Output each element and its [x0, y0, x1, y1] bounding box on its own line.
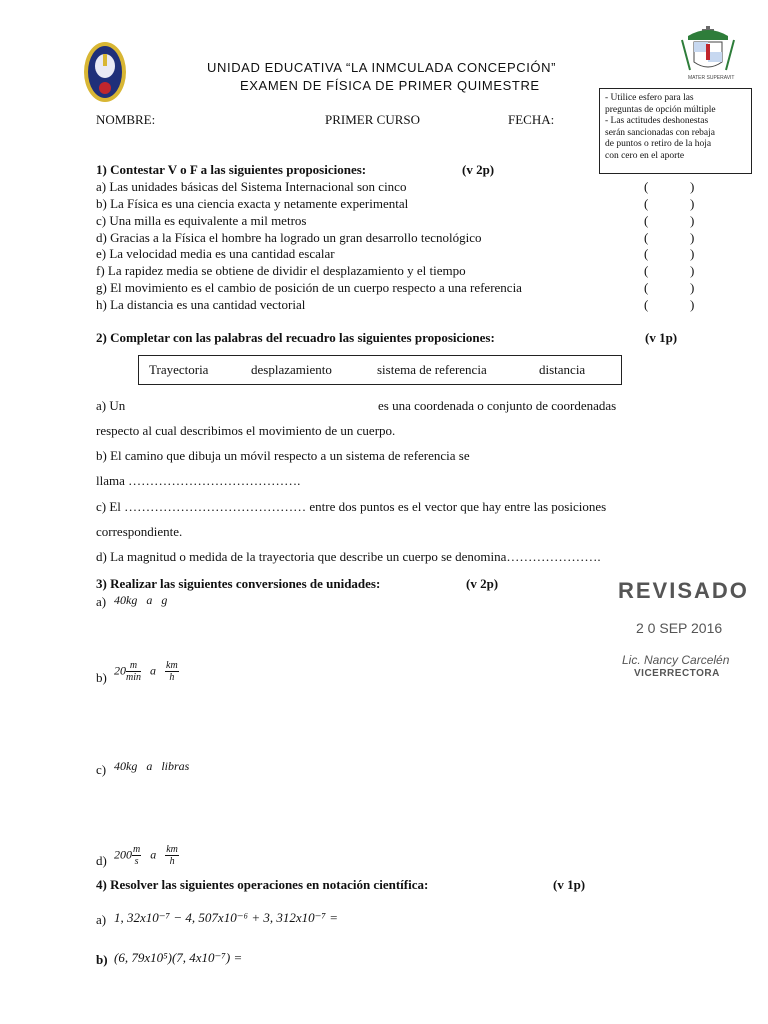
- q2-c: c) El …………………………………… entre dos puntos es el vector que hay entre las posiciones: [96, 499, 607, 514]
- q3-d-a: a: [150, 847, 157, 862]
- q1-item: h) La distancia es una cantidad vectorial: [96, 297, 306, 312]
- answer-close[interactable]: ): [690, 246, 695, 261]
- q1-item: g) El movimiento es el cambio de posición de un cuerpo respecto a una referencia: [96, 280, 522, 295]
- q3-b-number: 20: [114, 663, 126, 678]
- q3-d-expr: [114, 844, 179, 867]
- q1-item: c) Una milla es equivalente a mil metros: [96, 213, 307, 228]
- q4-b-label: b): [96, 952, 108, 967]
- stamp-role: VICERRECTORA: [634, 668, 720, 679]
- instruction-line: - Utilice esfero para las: [605, 93, 694, 103]
- instruction-line: con cero en el aporte: [605, 150, 685, 161]
- q3-b-expr: [114, 660, 179, 683]
- q2-b: b) El camino que dibuja un móvil respecto a un sistema de referencia se: [96, 448, 470, 463]
- course-label: PRIMER CURSO: [325, 112, 420, 127]
- answer-close[interactable]: ): [690, 213, 695, 228]
- answer-open[interactable]: (: [644, 196, 649, 211]
- q2-a-cont: respecto al cual describimos el movimiento de un cuerpo.: [96, 423, 396, 438]
- name-label: NOMBRE:: [96, 112, 156, 127]
- answer-close[interactable]: ): [690, 196, 695, 211]
- answer-close[interactable]: ): [690, 263, 695, 278]
- q1-item: e) La velocidad media es una cantidad escalar: [96, 246, 335, 261]
- q1-title: 1) Contestar V o F a las siguientes proposiciones:: [96, 162, 367, 177]
- word-bank-item: distancia: [539, 362, 586, 377]
- q3-c-expr: 40kg a libras: [114, 759, 190, 773]
- q3-d-label: d): [96, 853, 107, 868]
- answer-open[interactable]: (: [644, 280, 649, 295]
- q2-a-start: a) Un: [96, 398, 126, 413]
- fraction: [126, 660, 141, 683]
- q3-b-a: a: [150, 663, 156, 678]
- word-bank-item: desplazamiento: [251, 362, 332, 377]
- answer-open[interactable]: (: [644, 230, 649, 245]
- stamp-signer: Lic. Nancy Carcelén: [622, 653, 730, 667]
- q4-title: 4) Resolver las siguientes operaciones en notación científica:: [96, 877, 429, 892]
- stamp-date: 2 0 SEP 2016: [636, 620, 723, 636]
- q2-b-cont: llama ………………………………….: [96, 473, 301, 488]
- school-logo: [82, 40, 128, 104]
- q4-b-expr: (6, 79x10⁵)(7, 4x10⁻⁷) =: [114, 950, 243, 965]
- q3-title: 3) Realizar las siguientes conversiones de unidades:: [96, 576, 381, 591]
- date-label: FECHA:: [508, 112, 555, 127]
- q4-a-expr: 1, 32x10⁻⁷ − 4, 507x10⁻⁶ + 3, 312x10⁻⁷ =: [114, 910, 339, 925]
- q2-c-cont: correspondiente.: [96, 524, 183, 539]
- school-name: UNIDAD EDUCATIVA “LA INMCULADA CONCEPCIÓN”: [207, 60, 557, 75]
- q2-a-end: es una coordenada o conjunto de coordenadas: [378, 398, 617, 413]
- q1-item: f) La rapidez media se obtiene de dividir el desplazamiento y el tiempo: [96, 263, 466, 278]
- word-bank-item: sistema de referencia: [377, 362, 487, 377]
- answer-open[interactable]: (: [644, 297, 649, 312]
- fraction-num: km: [166, 660, 178, 671]
- q3-c-label: c): [96, 762, 107, 777]
- fraction-den: h: [169, 856, 175, 867]
- q2-title: 2) Completar con las palabras del recuadro las siguientes proposiciones:: [96, 330, 495, 345]
- q3-a-label: a): [96, 594, 107, 609]
- answer-close[interactable]: ): [690, 280, 695, 295]
- answer-close[interactable]: ): [690, 230, 695, 245]
- q2-value: (v 1p): [645, 330, 678, 345]
- answer-open[interactable]: (: [644, 246, 649, 261]
- q3-d-number: 200: [114, 847, 132, 862]
- answer-close[interactable]: ): [690, 297, 695, 312]
- answer-open[interactable]: (: [644, 263, 649, 278]
- answer-open[interactable]: (: [644, 213, 649, 228]
- q1-value: (v 2p): [462, 162, 495, 177]
- exam-title: EXAMEN DE FÍSICA DE PRIMER QUIMESTRE: [240, 78, 540, 93]
- fraction-num: m: [126, 660, 141, 672]
- fraction: [165, 844, 179, 867]
- answer-close[interactable]: ): [690, 179, 695, 194]
- q1-item: b) La Física es una ciencia exacta y netamente experimental: [96, 196, 409, 211]
- instructions-box: [599, 88, 752, 174]
- q1-item: a) Las unidades básicas del Sistema Internacional son cinco: [96, 179, 407, 194]
- fraction: [165, 660, 179, 683]
- fraction-num: m: [133, 844, 141, 855]
- q3-value: (v 2p): [466, 576, 499, 591]
- q2-d: d) La magnitud o medida de la trayectoria que describe un cuerpo se denomina………………….: [96, 549, 601, 564]
- answer-open[interactable]: (: [644, 179, 649, 194]
- q3-a-expr: 40kg a g: [114, 593, 168, 607]
- crest-caption: MATER SUPERAVIT: [688, 75, 735, 81]
- fraction-den: min: [126, 672, 141, 683]
- instruction-line: de puntos o retiro de la hoja: [605, 139, 712, 149]
- fraction-den: h: [169, 672, 175, 683]
- instruction-line: serán sancionadas con rebaja: [605, 127, 715, 138]
- q4-value: (v 1p): [553, 877, 586, 892]
- q3-b-label: b): [96, 670, 107, 685]
- q4-a-label: a): [96, 912, 107, 927]
- instruction-line: - Las actitudes deshonestas: [605, 116, 709, 126]
- word-bank-item: Trayectoria: [149, 362, 209, 377]
- q1-item: d) Gracias a la Física el hombre ha logrado un gran desarrollo tecnológico: [96, 230, 482, 245]
- fraction-num: km: [166, 844, 178, 855]
- stamp-word: REVISADO: [618, 578, 749, 603]
- fraction: [132, 844, 141, 867]
- instruction-line: preguntas de opción múltiple: [605, 104, 716, 115]
- word-bank: [138, 355, 622, 385]
- fraction-den: s: [134, 856, 139, 867]
